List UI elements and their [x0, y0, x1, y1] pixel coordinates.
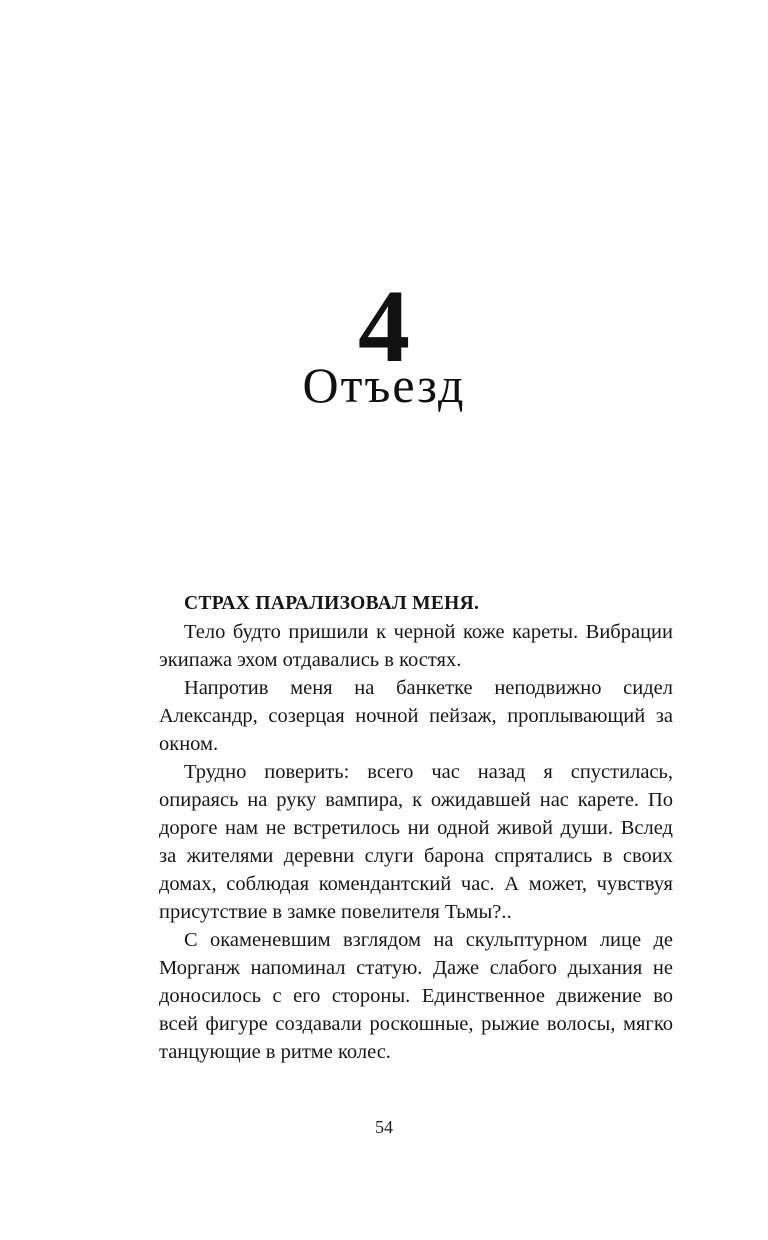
opening-line: СТРАХ ПАРАЛИЗОВАЛ МЕНЯ. [184, 593, 480, 614]
paragraph: Тело будто пришили к черной коже кареты. Вибрации экипажа эхом отдавались в костях. [159, 621, 673, 671]
chapter-number: 4 [358, 269, 410, 384]
paragraph: С окаменевшим взглядом на скульптурном лице де Морганж напоминал статую. Даже слабого дыхания не доносилось с его стороны. Единственное движение во всей фигуре создавали роскошные, рыжие волосы, мягко танцующие в ритме колес. [159, 929, 673, 1063]
paragraph: Трудно поверить: всего час назад я спустилась, опираясь на руку вампира, к ожидавшей нас карете. По дороге нам не встретилось ни одной живой души. Вслед за жителями деревни слуги барона спрятались в своих домах, соблюдая комендантский час. А может, чувствуя присутствие в замке повелителя Тьмы?.. [159, 761, 673, 923]
paragraph: Напротив меня на банкетке неподвижно сидел Александр, созерцая ночной пейзаж, проплывающий за окном. [159, 677, 673, 755]
chapter-body [159, 590, 673, 1066]
page-number: 54 [375, 1117, 393, 1137]
chapter-title: Отъезд [302, 357, 466, 413]
